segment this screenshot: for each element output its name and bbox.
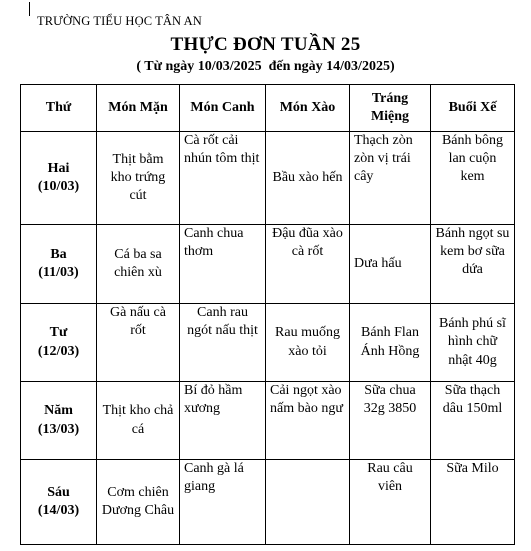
menu-cell: Sữa chua 32g 3850 [350,382,431,460]
menu-cell: Dưa hấu [350,225,431,304]
menu-cell: Canh rau ngót nấu thịt [180,304,266,382]
col-header-day: Thứ [21,85,97,132]
day-date: (13/03) [37,421,80,437]
menu-cell: Rau muống xào tỏi [266,304,350,382]
menu-cell: Cà rốt cải nhún tôm thịt [180,132,266,225]
day-cell [21,225,97,304]
page-title: THỰC ĐƠN TUẦN 25 [170,34,361,55]
menu-cell: Canh gà lá giang [180,460,266,545]
table-row [21,460,515,545]
menu-cell: Đậu đũa xào cà rốt [266,225,350,304]
day-cell [21,460,97,545]
day-date: (10/03) [37,179,80,194]
day-date: (14/03) [37,503,80,518]
table-row [21,304,515,382]
menu-cell: Rau câu viên [350,460,431,545]
table-row [21,225,515,304]
day-name: Hai [47,160,70,176]
header-row [21,85,515,132]
menu-cell: Bánh Flan Ánh Hồng [350,304,431,382]
day-name: Năm [44,403,73,419]
menu-cell: Bí đỏ hầm xương [180,382,266,460]
table-row [21,132,515,225]
menu-cell: Gà nấu cà rốt [97,304,180,382]
menu-cell: Bánh phú sĩ hình chữ nhật 40g [431,304,515,382]
menu-cell: Cá ba sa chiên xù [97,225,180,304]
menu-cell: Cơm chiên Dương Châu [97,460,180,545]
day-name: Sáu [47,484,70,500]
menu-cell: Cải ngọt xào nấm bào ngư [266,382,350,460]
table-row [21,382,515,460]
day-cell [21,304,97,382]
menu-cell: Thạch zòn zòn vị trái cây [350,132,431,225]
day-name: Ba [50,246,67,262]
day-date: (12/03) [37,343,80,359]
col-header-soup: Món Canh [180,85,266,132]
col-header-stir-fry: Món Xào [266,85,350,132]
school-name: TRƯỜNG TIỂU HỌC TÂN AN [37,14,202,28]
menu-cell [266,460,350,545]
col-header-afternoon-snack: Buổi Xế [431,85,515,132]
day-cell [21,132,97,225]
menu-cell: Thịt bằm kho trứng cút [97,132,180,225]
menu-cell: Canh chua thơm [180,225,266,304]
menu-cell: Bánh bông lan cuộn kem [431,132,515,225]
menu-cell: Thịt kho chả cá [97,382,180,460]
date-range-subtitle: ( Từ ngày 10/03/2025 đến ngày 14/03/2025) [136,59,395,74]
day-cell [21,382,97,460]
menu-cell: Sữa thạch dâu 150ml [431,382,515,460]
menu-cell: Sữa Milo [431,460,515,545]
day-name: Tư [49,325,68,341]
col-header-main-dish: Món Mặn [97,85,180,132]
menu-cell: Bầu xào hến [266,132,350,225]
col-header-dessert: Tráng Miệng [350,85,431,132]
weekly-menu-table [20,84,515,545]
menu-cell: Bánh ngọt su kem bơ sữa dứa [431,225,515,304]
day-date: (11/03) [38,265,79,280]
text-cursor [29,2,30,16]
